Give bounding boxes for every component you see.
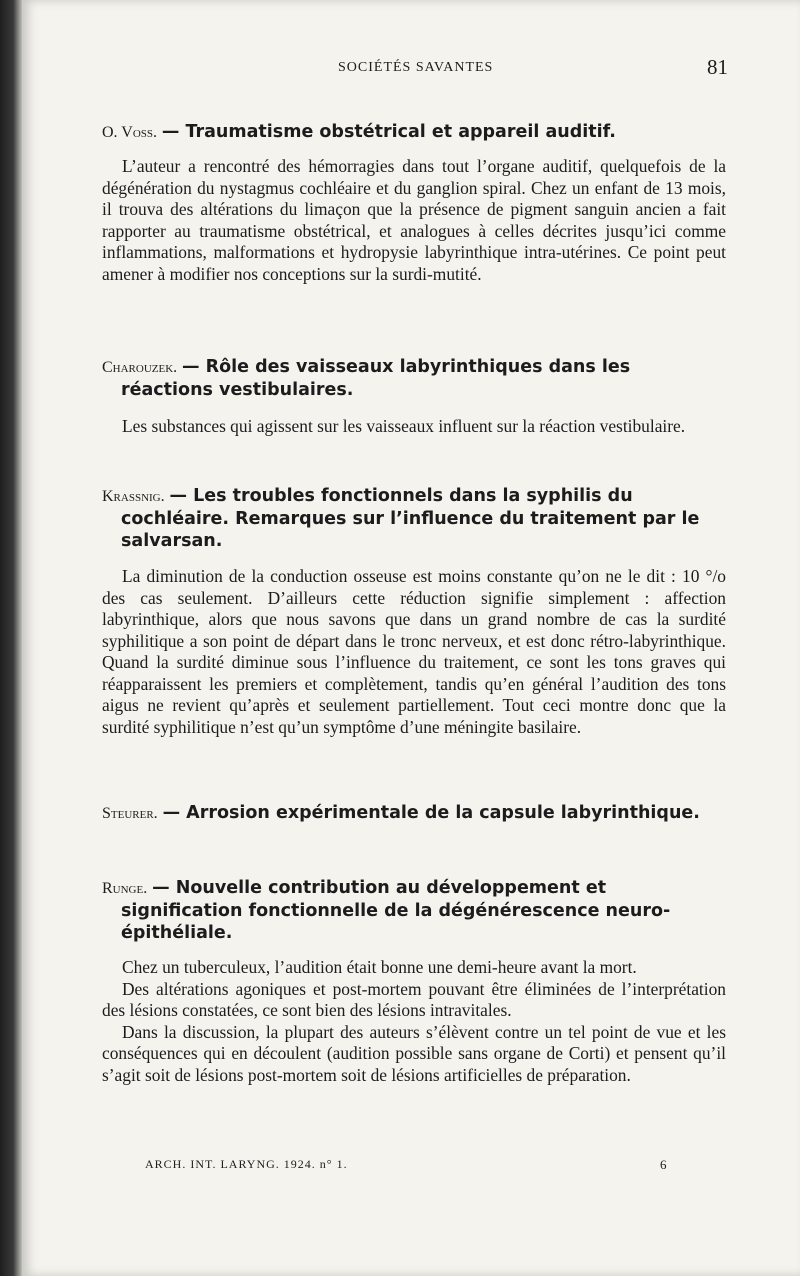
journal-citation: ARCH. INT. LARYNG. 1924. n° 1. — [145, 1157, 348, 1171]
book-gutter — [0, 0, 22, 1276]
article-title: — Traumatisme obstétrical et appareil auditif. — [161, 122, 616, 142]
article-title: — Les troubles fonctionnels dans la syphilis du cochléaire. Remarques sur l’influence du traitement par le salvarsan. — [121, 486, 700, 551]
article-author: Krassnig. — [102, 488, 165, 505]
article-author: Runge. — [102, 880, 148, 897]
article-paragraph: La diminution de la conduction osseuse est moins constante qu’on ne le dit : 10 °/o des cas seulement. D’ailleurs cette réduction signifie simplement : affection labyrinthique, alors que nous savons que dans un grand nombre de cas la surdité syphilitique a son point de départ dans le tronc nerveux, et est donc rétro-labyrinthique. Quand la surdité diminue sous l’influence du traitement, ce sont les tons graves qui réapparaissent les premiers et complètement, tandis qu’en général l’audition des tons aigus ne revient qu’après et seulement partiellement. Tout ceci montre donc que la surdité syphilitique n’est qu’un symptôme d’une méningite basilaire. — [102, 566, 726, 737]
article-paragraph: Chez un tuberculeux, l’audition était bonne une demi-heure avant la mort. — [122, 957, 637, 977]
article-paragraph: Dans la discussion, la plupart des auteurs s’élèvent contre un tel point de vue et les conséquences qui en découlent (audition possible sans organe de Corti) et pensent qu’il s’agit soit de lésions post-mortem soit de lésions artificielles de préparation. — [102, 1021, 726, 1085]
article-author: O. Voss. — [102, 124, 157, 141]
article-heading — [102, 802, 726, 825]
page-number: 81 — [707, 55, 728, 79]
article-krassnig — [102, 485, 726, 738]
article-voss — [102, 121, 726, 285]
article-title: — Arrosion expérimentale de la capsule labyrinthique. — [162, 803, 700, 823]
article-heading — [102, 877, 726, 944]
article-author: Charouzek. — [102, 359, 178, 376]
article-heading — [102, 485, 726, 552]
article-heading — [102, 121, 726, 144]
running-title: SOCIÉTÉS SAVANTES — [338, 60, 494, 75]
signature-mark: 6 — [660, 1157, 667, 1172]
article-paragraph: L’auteur a rencontré des hémorragies dans tout l’organe auditif, quelquefois de la dégénération du nystagmus cochléaire et du ganglion spiral. Chez un enfant de 13 mois, il trouva des altérations du limaçon que la présence de pigment sanguin ancien a fait rapporter au traumatisme obstétrical, et analogues à celles décrites jusqu’ici comme inflammations, malformations et hydropysie labyrinthique intra-utérines. Ce point peut amener à modifier nos conceptions sur la surdi-mutité. — [102, 156, 726, 284]
article-steurer — [102, 802, 726, 825]
article-author: Steurer. — [102, 805, 158, 822]
article-heading — [102, 356, 726, 401]
article-paragraph: Des altérations agoniques et post-mortem pouvant être éliminées de l’interprétation des lésions constatées, ce sont bien des lésions intravitales. — [102, 978, 726, 1020]
article-charouzek — [102, 356, 726, 438]
article-title: — Nouvelle contribution au développement et signification fonctionnelle de la dégénérescence neuro-épithéliale. — [121, 878, 671, 943]
article-paragraph: Les substances qui agissent sur les vaisseaux influent sur la réaction vestibulaire. — [122, 416, 686, 436]
article-title: — Rôle des vaisseaux labyrinthiques dans les réactions vestibulaires. — [121, 357, 631, 400]
article-runge — [102, 877, 726, 1086]
